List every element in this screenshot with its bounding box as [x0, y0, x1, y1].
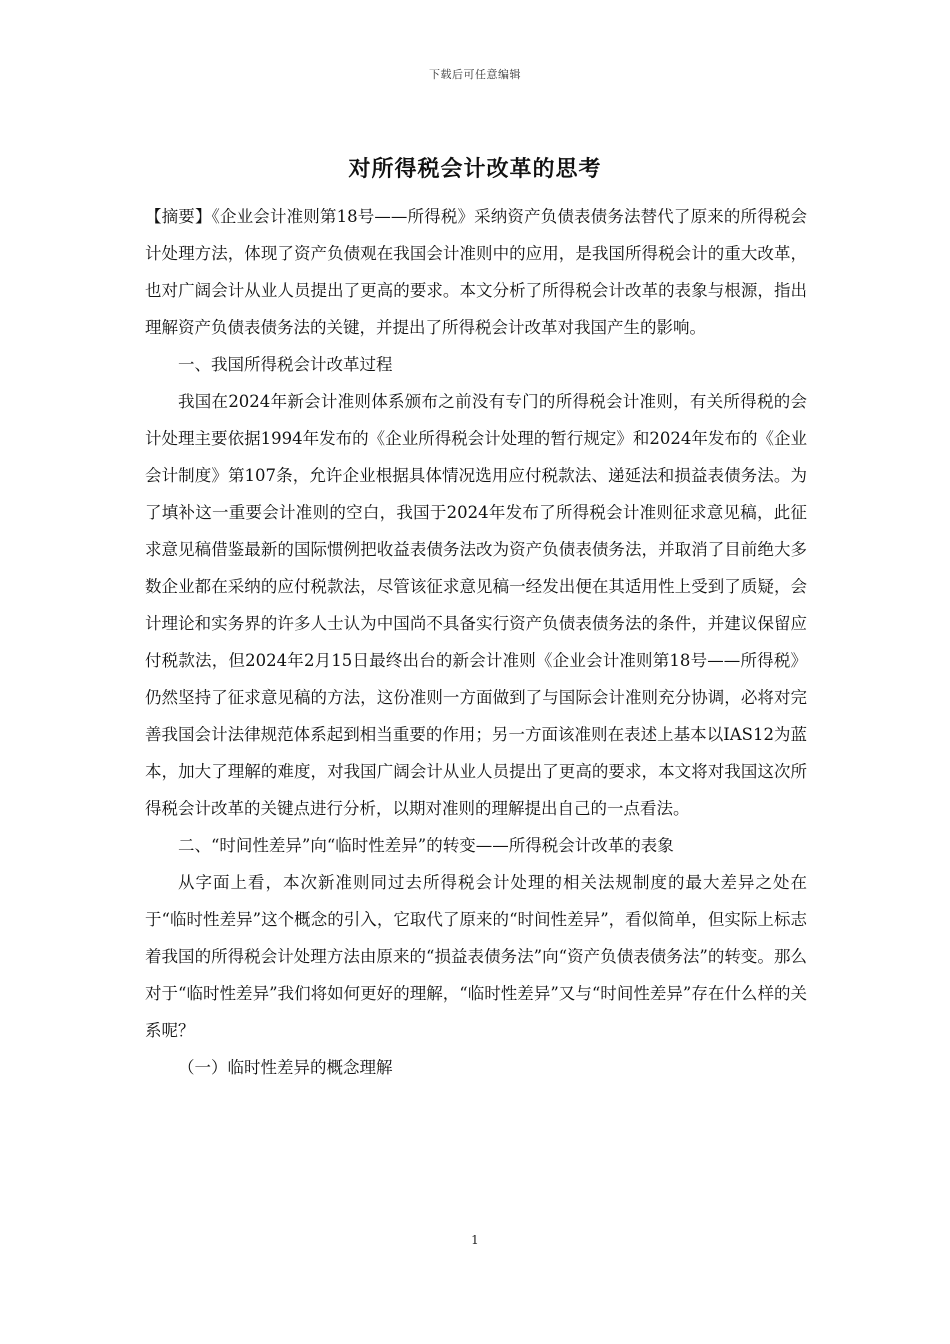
- abstract-paragraph: 【摘要】《企业会计准则第18号——所得税》采纳资产负债表债务法替代了原来的所得税会计处理方法，体现了资产负债观在我国会计准则中的应用，是我国所得税会计的重大改革，也对广阔会计从业人员提出了更高的要求。本文分析了所得税会计改革的表象与根源，指出理解资产负债表债务法的关键，并提出了所得税会计改革对我国产生的影响。: [145, 207, 807, 337]
- section-1-heading: 一、我国所得税会计改革过程: [178, 355, 393, 374]
- page-number: 1: [471, 1233, 479, 1247]
- header-note: 下载后可任意编辑: [429, 68, 521, 81]
- document-body: [145, 198, 807, 1086]
- section-1-paragraph: 我国在2024年新会计准则体系颁布之前没有专门的所得税会计准则，有关所得税的会计处理主要依据1994年发布的《企业所得税会计处理的暂行规定》和2024年发布的《企业会计制度》第107条，允许企业根据具体情况选用应付税款法、递延法和损益表债务法。为了填补这一重要会计准则的空白，我国于2024年发布了所得税会计准则征求意见稿，此征求意见稿借鉴最新的国际惯例把收益表债务法改为资产负债表债务法，并取消了目前绝大多数企业都在采纳的应付税款法，尽管该征求意见稿一经发出便在其适用性上受到了质疑，会计理论和实务界的许多人士认为中国尚不具备实行资产负债表债务法的条件，并建议保留应付税款法，但2024年2月15日最终出台的新会计准则《企业会计准则第18号——所得税》仍然坚持了征求意见稿的方法，这份准则一方面做到了与国际会计准则充分协调，必将对完善我国会计法律规范体系起到相当重要的作用；另一方面该准则在表述上基本以IAS12为蓝本，加大了理解的难度，对我国广阔会计从业人员提出了更高的要求，本文将对我国这次所得税会计改革的关键点进行分析，以期对准则的理解提出自己的一点看法。: [145, 392, 807, 818]
- section-2-heading: 二、“时间性差异”向“临时性差异”的转变——所得税会计改革的表象: [178, 836, 674, 855]
- document-title: 对所得税会计改革的思考: [348, 156, 602, 182]
- subsection-1-heading: （一）临时性差异的概念理解: [178, 1058, 393, 1077]
- section-2-paragraph: 从字面上看，本次新准则同过去所得税会计处理的相关法规制度的最大差异之处在于“临时性差异”这个概念的引入，它取代了原来的“时间性差异”，看似简单，但实际上标志着我国的所得税会计处理方法由原来的“损益表债务法”向“资产负债表债务法”的转变。那么对于“临时性差异”我们将如何更好的理解，“临时性差异”又与“时间性差异”存在什么样的关系呢？: [145, 873, 807, 1040]
